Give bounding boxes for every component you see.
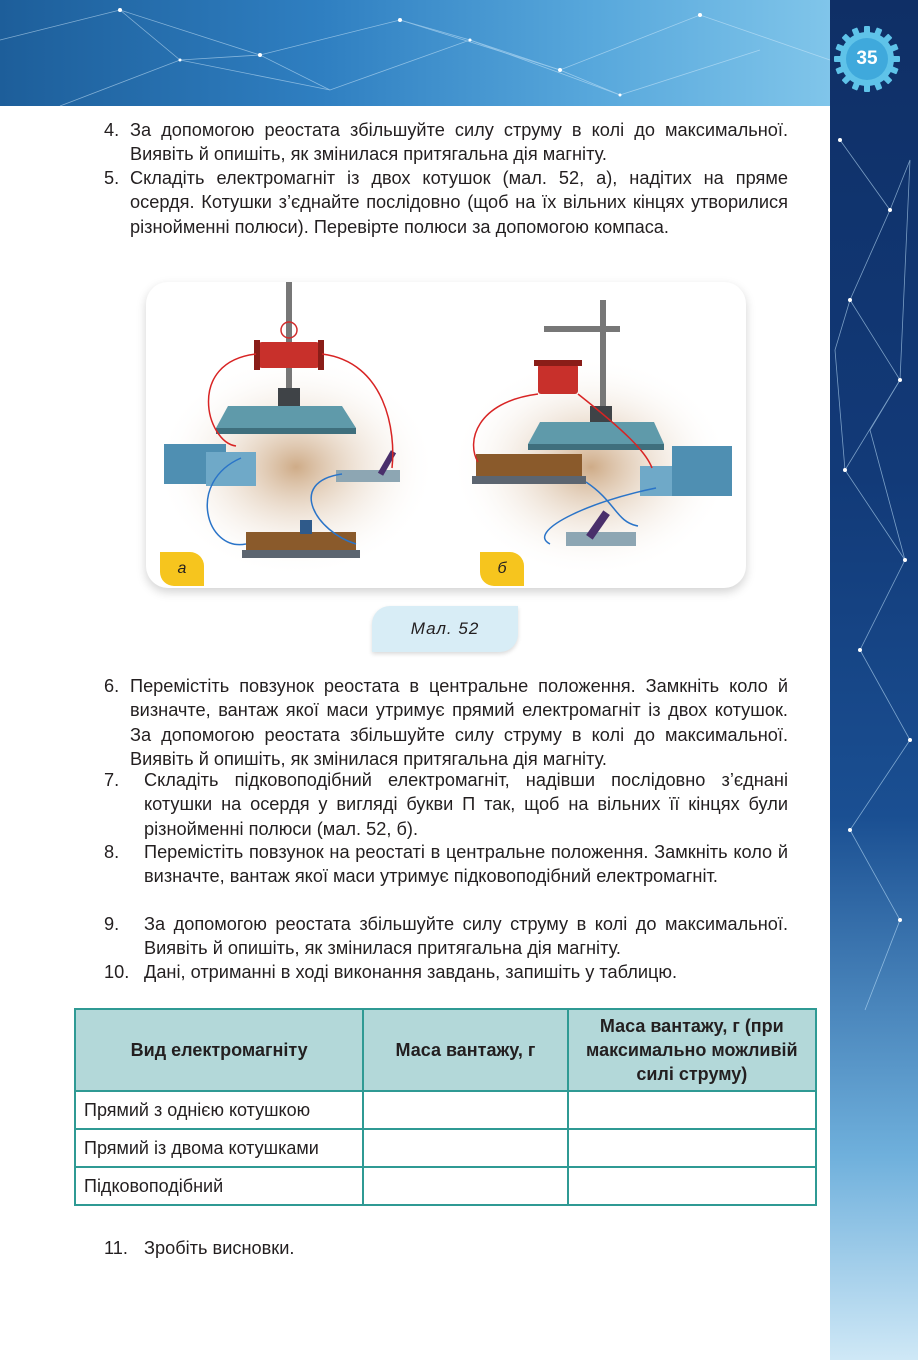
table-cell	[568, 1129, 816, 1167]
figure-label-a: а	[160, 552, 204, 586]
column-header: Маса вантажу, г	[363, 1009, 567, 1091]
item-text: За допомогою реостата збільшуйте силу струму в колі до максимальної. Виявіть й опишіть, як змінилася притягальна дія магніту.	[130, 120, 788, 165]
list-item	[104, 768, 788, 841]
item-number: 4.	[104, 120, 120, 140]
item-number: 7.	[104, 770, 120, 790]
table-row	[75, 1129, 816, 1167]
list-item	[104, 166, 788, 239]
column-header: Маса вантажу, г (при максимально можливій силі струму)	[568, 1009, 816, 1091]
list-item	[104, 674, 788, 771]
electromagnet-setup-illustration	[146, 282, 746, 588]
table-cell: Прямий з однією котушкою	[75, 1091, 363, 1129]
table-cell	[363, 1167, 567, 1205]
list-item	[104, 840, 788, 889]
item-text: Перемістіть повзунок на реостаті в центральне положення. Замкніть коло й визначте, вантаж якої маси утримує підковоподібний електромагніт.	[144, 842, 788, 887]
table-cell: Підковоподібний	[75, 1167, 363, 1205]
table-row	[75, 1167, 816, 1205]
star-network-decoration	[0, 0, 918, 106]
figure-caption: Мал. 52	[372, 606, 518, 652]
item-number: 11.	[104, 1238, 128, 1258]
table-cell	[363, 1091, 567, 1129]
figure-52	[146, 282, 746, 588]
item-number: 10.	[104, 962, 130, 982]
list-item	[104, 960, 788, 984]
item-text: Перемістіть повзунок реостата в центральне положення. Замкніть коло й визначте, вантаж якої маси утримує прямий електромагніт із двох котушок. За допомогою реостата збільшуйте силу струму в колі до максимальної. Виявіть й опишіть, як змінилася притягальна дія магніту.	[130, 676, 788, 769]
table-cell: Прямий із двома котушками	[75, 1129, 363, 1167]
table-cell	[568, 1167, 816, 1205]
table-cell	[568, 1091, 816, 1129]
item-number: 9.	[104, 914, 120, 934]
list-item	[104, 1236, 788, 1260]
item-text: Складіть підковоподібний електромагніт, надівши послідовно з’єднані котушки на осердя у вигляді букви П так, щоб на вільних її кінцях були різнойменні полюси (мал. 52, б).	[144, 770, 788, 839]
item-number: 6.	[104, 676, 120, 696]
figure-label-b: б	[480, 552, 524, 586]
item-text: За допомогою реостата збільшуйте силу струму в колі до максимальної. Виявіть й опишіть, як змінилася притягальна дія магніту.	[144, 914, 788, 959]
page-number: 35	[856, 48, 878, 69]
star-network-decoration	[830, 0, 918, 1360]
item-text: Складіть електромагніт із двох котушок (мал. 52, а), надітих на пряме осердя. Котушки з’єднайте послідовно (щоб на їх вільних кінцях утворилися різнойменні полюси). Перевірте полюси за допомогою компаса.	[130, 168, 788, 237]
header-band	[0, 0, 918, 106]
item-number: 5.	[104, 168, 120, 188]
results-table	[74, 1008, 817, 1206]
side-band	[830, 0, 918, 1360]
item-number: 8.	[104, 842, 120, 862]
table-cell	[363, 1129, 567, 1167]
item-text: Зробіть висновки.	[144, 1238, 295, 1258]
list-item	[104, 912, 788, 961]
list-item	[104, 118, 788, 167]
table-header-row	[75, 1009, 816, 1091]
item-text: Дані, отриманні в ході виконання завдань, запишіть у таблицю.	[144, 962, 678, 982]
table-row	[75, 1091, 816, 1129]
column-header: Вид електромагніту	[75, 1009, 363, 1091]
